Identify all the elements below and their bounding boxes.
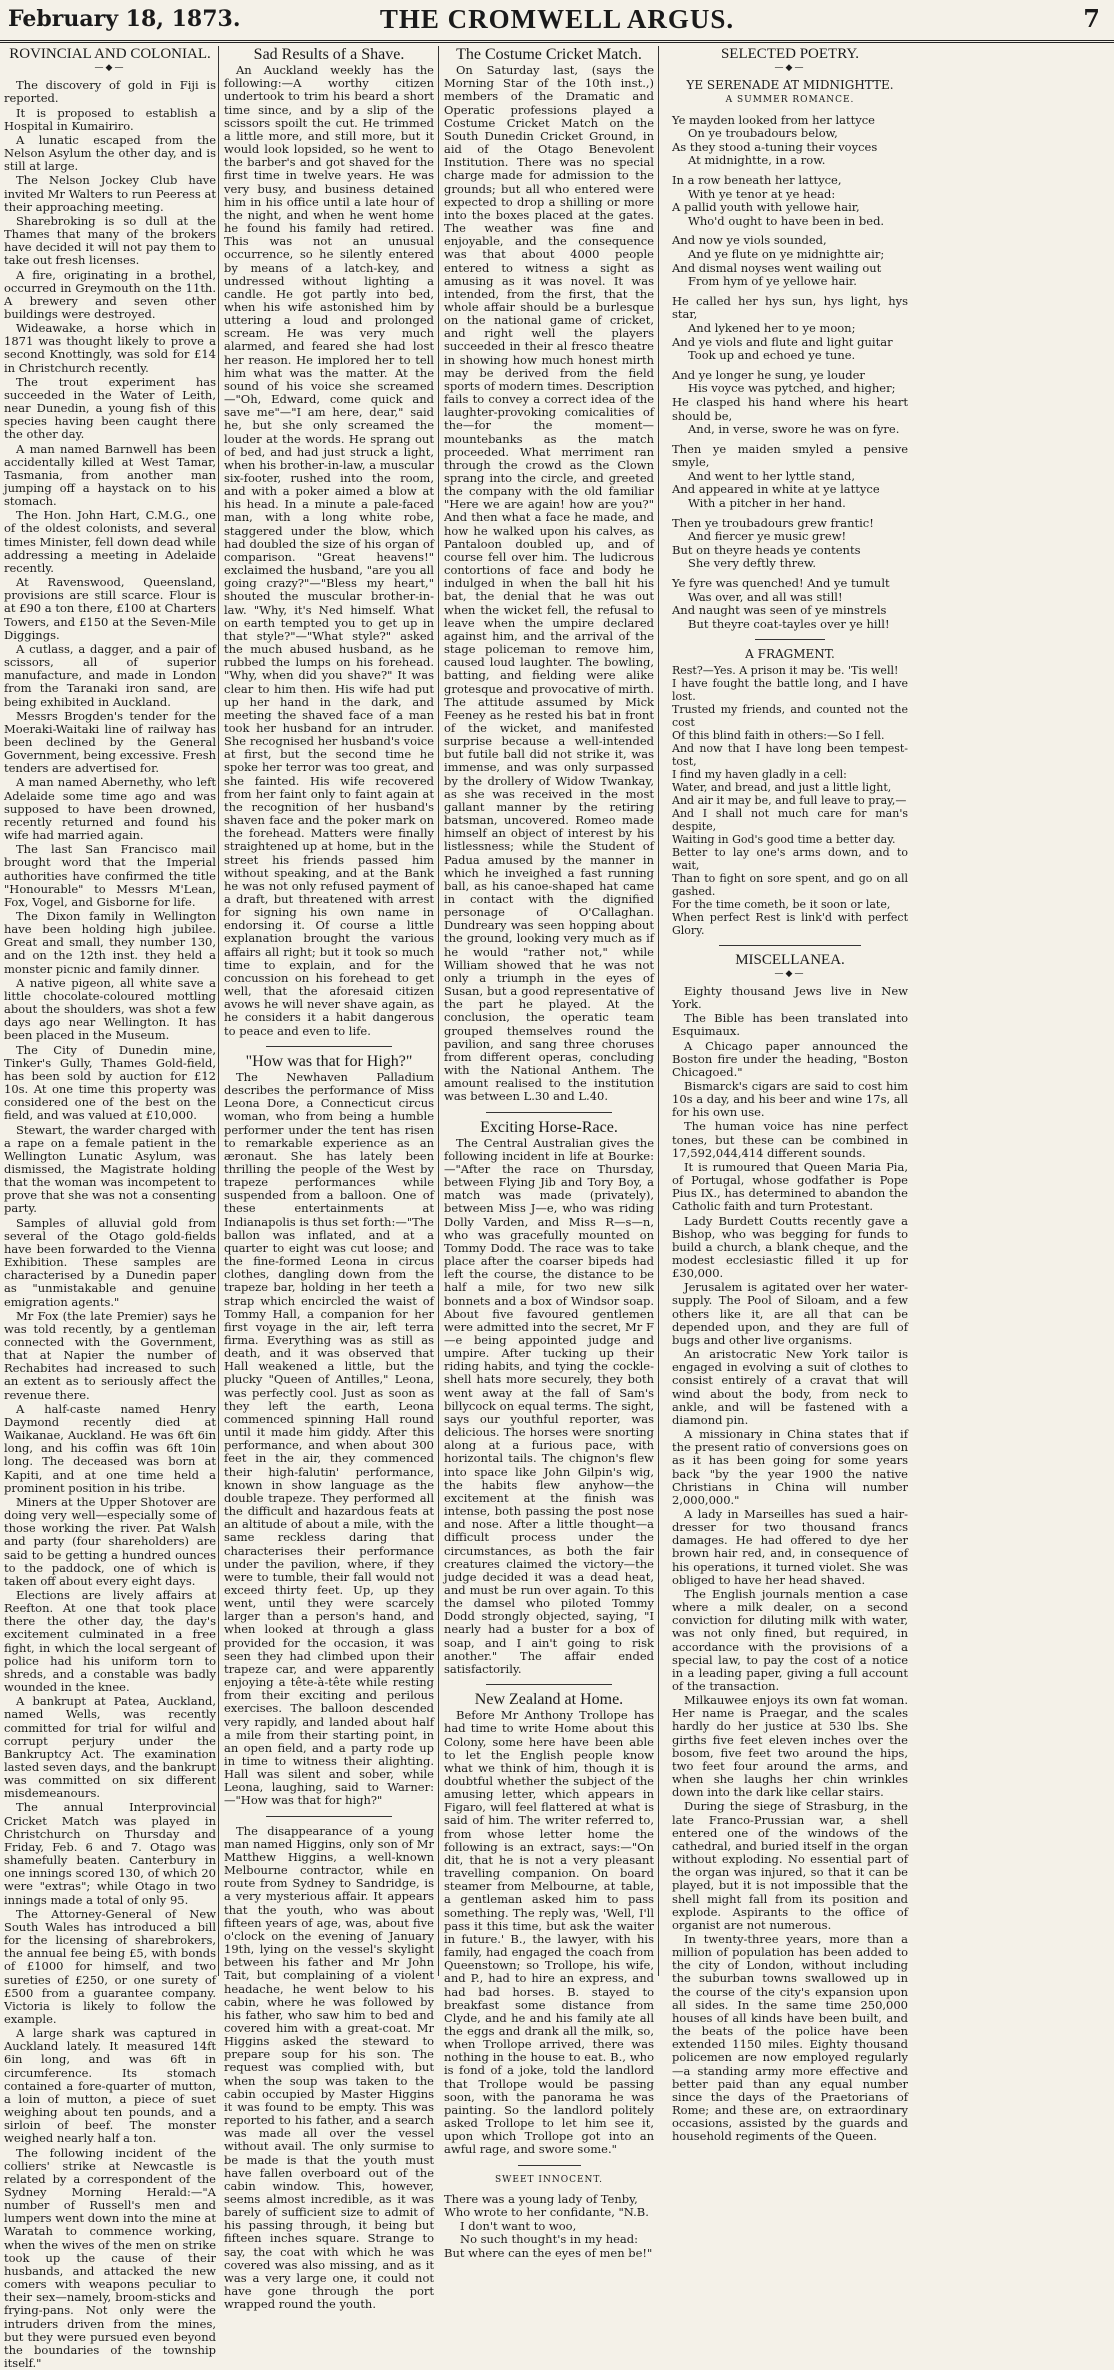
poem-line: And fiercer ye music grew! <box>688 529 847 544</box>
news-item: A large shark was captured in Auckland lately. It measured 14ft 6in long, and was 6ft in circumference. Its stomach contained a fore-quarter of mutton, a loin of mutton, a piece of suet weighing about ten pounds, and a sirloin of beef. The monster weighed nearly half a ton. <box>4 2026 216 2146</box>
story-higgins <box>224 1825 434 2312</box>
poem-line: There was a young lady of Tenby, <box>444 2191 638 2206</box>
poem-subtitle: A SUMMER ROMANCE. <box>725 95 855 106</box>
poem-serenade <box>672 114 908 632</box>
poem-line: Than to fight on sore spent, and go on all gashed. <box>672 871 908 898</box>
poem-line: From hym of ye yellowe hair. <box>688 274 857 289</box>
poem-line: In a row beneath her lattyce, <box>672 173 842 187</box>
news-item: The following incident of the colliers' strike at Newcastle is related by a correspondent of the Sydney Morning Herald:—"A number of Russell's men and lumpers went down into the mine at Waratah to commence working, when the wives of the men on strike took up the cause of their husbands, and attacked the new comers with weapons peculiar to their sex—namely, broom-sticks and frying-pans. Not only were the intruders driven from the mines, but they were pursued even beyond the boundaries of the township itself." <box>4 2145 216 2370</box>
column-cricket <box>444 46 655 2261</box>
poem-line: Who wrote to her confidante, "N.B. <box>444 2205 649 2220</box>
poem-line: And went to her lyttle stand, <box>688 468 855 483</box>
poem-line: And, in verse, swore he was on fyre. <box>688 422 900 437</box>
poem-stanza <box>672 577 908 631</box>
news-item: The Nelson Jockey Club have invited Mr Walters to run Peeress at their approaching meeting. <box>4 173 216 214</box>
poem-line: And ye flute on ye midnightte air; <box>688 246 885 261</box>
column-stories <box>224 46 434 2312</box>
poem-stanza <box>672 517 908 571</box>
miscellanea-item: Eighty thousand Jews live in New York. <box>672 983 908 1012</box>
poem-line: And air it may be, and full leave to pray,— <box>672 793 907 807</box>
news-item: The discovery of gold in Fiji is reported. <box>4 78 216 106</box>
divider <box>266 1046 392 1047</box>
poem-line: When perfect Rest is link'd with perfect Glory. <box>672 910 908 937</box>
news-item: A fire, originating in a brothel, occurred in Greymouth on the 11th. A brewery and seven other buildings were destroyed. <box>4 267 216 321</box>
news-item: A native pigeon, all white save a little chocolate-coloured mottling about the shoulders, was shot a few days ago near Wellington. It has been placed in the Museum. <box>4 975 216 1043</box>
miscellanea-item: A lady in Marseilles has sued a hair-dresser for two thousand francs damages. He had offered to dye her brown hair red, and, in consequence of his operations, it turned violet. She was obliged to have her head shaved. <box>672 1506 908 1587</box>
news-item: A cutlass, a dagger, and a pair of scissors, all of superior manufacture, and made in London from the Taranaki iron sand, are being exhibited in Auckland. <box>4 641 216 709</box>
heading-new-zealand: New Zealand at Home. <box>474 1691 624 1709</box>
miscellanea-item: Milkauwee enjoys its own fat woman. Her name is Praegar, and the scales hardly do her justice at 530 lbs. She girths five feet eleven inches over the bosom, five feet two around the hips, two feet four around the arms, and when she laughs her chin wrinkles down into the dark like cellar stairs. <box>672 1693 908 1800</box>
issue-date: February 18, 1873. <box>8 6 241 32</box>
poem-stanza <box>672 369 908 437</box>
miscellanea-item: In twenty-three years, more than a million of population has been added to the city of London, without including the suburban towns swallowed up in the course of the city's expansion upon all sides. In the same time 250,000 houses of all kinds have been built, and the beats of the police have been extended 1150 miles. Eighty thousand policemen are now employed regularly—a standing army more effective and better paid than any equal number since the days of the Praetorians of Rome; and these are, on extraordinary occasions, assisted by the guards and household regiments of the Queen. <box>672 1931 908 2144</box>
newspaper-title: THE CROMWELL ARGUS. <box>379 4 735 34</box>
column-rule <box>658 46 659 1976</box>
miscellanea-item: Bismarck's cigars are said to cost him 10s a day, and his beer and wine 17s, all for his own use. <box>672 1078 908 1120</box>
poem-line: At midnightte, in a row. <box>688 153 826 168</box>
divider <box>266 1816 392 1817</box>
news-item: A lunatic escaped from the Nelson Asylum the other day, and is still at large. <box>4 132 216 174</box>
miscellanea-item: The human voice has nine perfect tones, but these can be combined in 17,592,044,414 different sounds. <box>672 1119 908 1160</box>
heading-selected-poetry: SELECTED POETRY. <box>720 46 860 62</box>
poem-line: Then ye maiden smyled a pensive smyle, <box>672 441 908 470</box>
poem-line: Was over, and all was still! <box>688 589 843 604</box>
miscellanea-item: A missionary in China states that if the present ratio of conversions goes on as it has been going for some years back "by the year 1900 the native Christians in China will number 2,000,000." <box>672 1427 908 1507</box>
poem-stanza <box>672 234 908 288</box>
story-paragraph: Before Mr Anthony Trollope has had time to write Home about this Colony, some here have been able to let the English people know what we think of him, though it is doubtful whether the subject of the amusing letter, which appears in Figaro, will feel flattered at what is said of him. The writer referred to, from whose letter home the following is an extract, says:—"On dit, that he is not a very pleasant travelling companion. On board steamer from Melbourne, at table, a gentleman asked him to pass something. The reply was, 'Well, I'll pass it this time, but ask the waiter in future.' B., the lawyer, with his family, had engaged the coach from Queenstown; so Trollope, his wife, and P., had to hire an express, and had bad horses. B. stayed to breakfast some distance from Clyde, and he and his family ate all the eggs and drank all the milk, so, when Trollope arrived, there was nothing in the house to eat. B., who is fond of a joke, told the landlord that Trollope would be passing soon, with the panorama he was painting. So the landlord politely asked Trollope to let him see it, upon which Trollope got into an awful rage, and swore some." <box>444 1708 654 2157</box>
poem-sweet-innocent <box>444 2193 654 2261</box>
story-paragraph: The Newhaven Palladium describes the performance of Miss Leona Dore, a Connecticut circus woman, who from being a humble performer under the tent has risen to remarkable experience as an æronaut. She has lately been thrilling the people of the West by trapeze performances while suspended from a balloon. One of these entertainments at Indianapolis is thus set forth:—"The ballon was inflated, and at a quarter to eight was cut loose; and the fine-formed Leona in circus clothes, dangling down from the trapeze bar, holding in her teeth a strap which encircled the waist of Tommy Hall, a companion for her first voyage in the air, left terra firma. Everything was as still as death, and it was observed that Hall weakened a little, but the plucky "Queen of Antilles," Leona, was perfectly cool. Just as soon as they left the earth, Leona commenced spinning Hall round until it made him giddy. After this performance, and when about 300 feet in the air, they commenced their high-falutin' performance, known in show language as the double trapeze. They performed all the difficult and hazardous feats at an altitude of about a mile, with the same reckless daring that characterises their performance under the pavilion, where, if they were to tumble, their fall would not exceed thirty feet. Up, up they went, until they were scarcely larger than a person's hand, and when looked at through a glass provided for the occasion, it was seen they had climbed upon their trapeze car, and were apparently enjoying a tête-à-tête while resting from their exciting and perilous exercises. The balloon descended very rapidly, and landed about half a mile from their starting point, in an open field, and a party rode up in time to witness their alighting. Hall was silent and sober, while Leona, laughing, said to Warner:—"How was that for high?" <box>224 1069 434 1808</box>
heading-fragment: A FRAGMENT. <box>745 647 835 662</box>
poem-line: And I shall not much care for man's despite, <box>672 806 908 833</box>
news-item: The Attorney-General of New South Wales has introduced a bill for the licensing of sharebrokers, the annual fee being £5, with bonds of £1000 for himself, and two sureties of £250, or one surety of £500 from a guarantee company. Victoria is likely to follow the example. <box>4 1906 216 2026</box>
poem-line: And ye viols and flute and light guitar <box>672 334 893 349</box>
poem-line: Ye mayden looked from her lattyce <box>672 112 875 127</box>
poem-line: Waiting in God's good time a better day. <box>672 832 896 846</box>
poem-line: And ye longer he sung, ye louder <box>672 367 865 382</box>
heading-sad-results: Sad Results of a Shave. <box>253 46 405 63</box>
poem-line: Took up and echoed ye tune. <box>688 348 856 363</box>
miscellanea-item: During the siege of Strasburg, in the late Franco-Prussian war, a shell entered one of the windows of the cathedral, and buried itself in the organ without exploding. No essential part of the organ was injured, so that it can be played, but it is not impossible that the shell might fall from its position and explode. Aspirants to the office of organist are not numerous. <box>672 1799 908 1932</box>
poem-line: Ye fyre was quenched! And ye tumult <box>672 576 890 591</box>
poem-line: He clasped his hand where his heart should be, <box>672 394 908 423</box>
poem-stanza <box>672 443 908 511</box>
news-item: A half-caste named Henry Daymond recently died at Waikanae, Auckland. He was 6ft 6in long, and his coffin was 6ft 10in long. The deceased was born at Kapiti, and at one time held a prominent position in his tribe. <box>4 1401 216 1495</box>
poem-line: I have fought the battle long, and I have lost. <box>672 676 908 703</box>
news-item: The trout experiment has succeeded in the Water of Leith, near Dunedin, a young fish of this species having been caught there the other day. <box>4 374 216 442</box>
story-sad-results <box>224 64 434 1038</box>
heading-costume-cricket: The Costume Cricket Match. <box>456 46 642 63</box>
news-item: Sharebroking is so dull at the Thames that many of the brokers have decided it will not pay them to take out fresh licenses. <box>4 213 216 268</box>
poem-line: But theyre coat-tayles over ye hill! <box>688 616 890 631</box>
poem-line: And naught was seen of ye minstrels <box>672 603 887 618</box>
heading-horse-race: Exciting Horse-Race. <box>480 1118 618 1136</box>
news-item: Messrs Brogden's tender for the Moeraki-Waitaki line of railway has been declined by the General Government, being excessive. Fresh tenders are advertised for. <box>4 708 216 776</box>
divider <box>719 945 861 946</box>
poem-line: Who'd ought to have been in bed. <box>688 213 885 228</box>
heading-miscellanea: MISCELLANEA. <box>735 951 845 968</box>
divider <box>518 2165 581 2166</box>
divider <box>486 1684 612 1685</box>
poem-line: And appeared in white at ye lattyce <box>672 482 880 497</box>
miscellanea-item: An aristocratic New York tailor is engaged in evolving a suit of clothes to consist entirely of a cravat that will wind about the body, from neck to ankle, and will be fastened with a diamond pin. <box>672 1347 908 1427</box>
miscellanea-item: A Chicago paper announced the Boston fire under the heading, "Boston Chicagoed." <box>672 1038 908 1079</box>
poem-line: On ye troubadours below, <box>688 126 838 141</box>
column-rule <box>218 46 219 1976</box>
poem-line: Better to lay one's arms down, and to wait, <box>672 845 908 872</box>
poem-title-sweet-innocent: SWEET INNOCENT. <box>495 2174 603 2185</box>
story-paragraph: An Auckland weekly has the following:—A worthy citizen undertook to trim his beard a short time since, and by a slip of the scissors spoilt the cut. He trimmed a little more, and still more, but it would look lopsided, so he went to the barber's and got shaved for the first time in twelve years. He was very busy, and business detained him in his office until a late hour of the night, and when he went home he found his family had retired. This was not an unusual occurrence, so he silently entered by means of a latch-key, and undressed without lighting a candle. He got partly into bed, when his wife astonished him by uttering a loud and prolonged scream. He was very much alarmed, and feared she had lost her reason. He implored her to tell him what was the matter. At the sound of his voice she screamed—"Oh, Edward, come quick and save me"—"I am here, dear," said he, but she only screamed the louder at the words. He sprang out of bed, and had just struck a light, when his brother-in-law, a muscular six-footer, rushed into the room, and with a poker aimed a blow at his head. In a minute a pale-faced man, with a long white robe, staggered under the blow, which had doubled the size of his organ of comparison. "Great heavens!" exclaimed the husband, "are you all going crazy?"—"Bless my heart," shouted the muscular brother-in-law. "Why, it's Ned himself. What on earth tempted you to get up in that style?"—"What style?" asked the much abused husband, as he rubbed the lumps on his forehead. "Why, when did you shave?" It was clear to him then. His wife had put up her hand in the dark, and meeting the shaved face of a man took her husband for an intruder. She recognised her husband's voice at first, but the second time he spoke her terror was too great, and she fainted. His wife recovered from her faint only to faint again at the recognition of her husband's shaven face and the poker mark on the forehead. Matters were finally straightened up at home, but in the street his friends passed him without speaking, and at the Bank he was not only refused payment of a draft, but threatened with arrest for signing his own name in endorsing it. Of course a little explanation brought the various affairs all right; but it took so much time to explain, and for the concussion on his forehead to get well, that the aforesaid citizen avows he will never shave again, as he considers it a habit dangerous to peace and even to life. <box>224 63 434 1038</box>
poem-line: I don't want to woo, <box>460 2218 577 2233</box>
masthead <box>0 0 1114 43</box>
story-how-high <box>224 1071 434 1808</box>
news-item: Mr Fox (the late Premier) says he was told recently, by a gentleman connected with the Government, that at Napier the number of Rechabites had increased to such an extent as to seriously affect the revenue there. <box>4 1308 216 1402</box>
news-item: Miners at the Upper Shotover are doing very well—especially some of those working the river. Pat Walsh and party (four shareholders) are said to be getting a hundred ounces to the paddock, one of which is taken off about every eight days. <box>4 1494 216 1588</box>
miscellanea-item: The Bible has been translated into Esquimaux. <box>672 1011 908 1039</box>
news-item: Stewart, the warder charged with a rape on a female patient in the Wellington Lunatic Asylum, was dismissed, the Magistrate holding that the woman was incompetent to prove that she was not a consenting party. <box>4 1122 216 1216</box>
news-item: The annual Interprovincial Cricket Match was played in Christchurch on Thursday and Friday, Feb. 6 and 7. Otago was shamefully beaten. Canterbury in one innings scored 130, of which 20 were "extras"; while Otago in two innings made a total of only 95. <box>4 1800 216 1907</box>
poem-line: No such thought's in my head: <box>460 2232 639 2247</box>
page-number: 7 <box>1083 4 1100 33</box>
poem-line: But on theyre heads ye contents <box>672 542 861 557</box>
poem-stanza <box>672 174 908 228</box>
poem-line: He called her hys sun, hys light, hys star, <box>672 293 908 322</box>
news-item: Elections are lively affairs at Reefton. At one that took place there the other day, the day's excitement culminated in a free fight, in which the local sergeant of police had his uniform torn to shreds, and a constable was badly wounded in the knee. <box>4 1587 216 1695</box>
news-item: Wideawake, a horse which in 1871 was thought likely to prove a second Knottingly, was sold for £14 in Christchurch recently. <box>4 321 216 375</box>
provincial-items <box>4 79 216 2370</box>
poem-stanza <box>672 295 908 363</box>
news-item: The City of Dunedin mine, Tinker's Gully, Thames Gold-field, has been sold by auction for £12 10s. At one time this property was considered one of the best on the field, and was valued at £10,000. <box>4 1042 216 1123</box>
poem-line: And now ye viols sounded, <box>672 233 827 248</box>
poem-line: As they stood a-tuning their voyces <box>672 139 878 154</box>
miscellanea-item: Lady Burdett Coutts recently gave a Bishop, who was begging for funds to build a church, a blank cheque, and the modest ecclesiastic filled it up for £30,000. <box>672 1213 908 1281</box>
divider <box>755 639 826 640</box>
ornament-divider: —◆— <box>774 63 806 74</box>
divider <box>486 1112 612 1113</box>
news-item: A man named Abernethy, who left Adelaide some time ago and was supposed to have been drowned, recently returned and found his wife had married again. <box>4 775 216 843</box>
section-heading-provincial: ROVINCIAL AND COLONIAL. <box>9 46 211 62</box>
poem-line: She very deftly threw. <box>688 556 817 571</box>
story-paragraph: The Central Australian gives the following incident in life at Bourke:—"After the race on Thursday, between Flying Jib and Tory Boy, a match was made (privately), between Miss J—e, who was riding Dolly Varden, and Miss R—s—n, who was gracefully mounted on Tommy Dodd. The race was to take place after the coarser bipeds had left the course, the distance to be half a mile, for two new silk bonnets and a box of Windsor soap. About five favoured gentlemen were admitted into the secret, Mr F—e being appointed judge and umpire. After tucking up their riding habits, and tying the cockle-shell hats more securely, they both went away at the fall of Sam's billycock on equal terms. The sight, says our youthful reporter, was delicious. The horses were snorting along at a furious pace, with horizontal tails. The chignon's flew into space like John Gilpin's wig, the habits flew anyhow—the excitement at the finish was intense, both passing the post nose and nose. After a little thought—a difficult process under the circumstances, as both the fair creatures claimed the victory—the judge decided it was a dead heat, and must be run over again. To this the damsel who piloted Tommy Dodd strongly objected, saying, "I nearly had a buster for a box of soap, and I ain't going to risk another." The affair ended satisfactorily. <box>444 1135 654 1676</box>
column-poetry <box>664 46 1104 2144</box>
miscellanea-item: It is rumoured that Queen Maria Pia, of Portugal, whose godfather is Pope Pius IX., has determined to abandon the Catholic faith and turn Protestant. <box>672 1159 908 1214</box>
column-rule <box>438 46 439 1976</box>
poem-fragment <box>672 664 908 937</box>
poem-line: Water, and bread, and just a little light, <box>672 780 892 794</box>
poem-line: And lykened her to ye moon; <box>688 320 856 335</box>
ornament-divider: —◆— <box>774 968 806 979</box>
news-item: Samples of alluvial gold from several of the Otago gold-fields have been forwarded to the Vienna Exhibition. These samples are characterised by a Dunedin paper as "unmistakable and genuine emigration agents." <box>4 1215 216 1309</box>
poem-line: Then ye troubadours grew frantic! <box>672 515 874 530</box>
poem-line: But where can the eyes of men be!" <box>444 2246 653 2261</box>
poem-line: A pallid youth with yellowe hair, <box>672 200 860 215</box>
news-item: A man named Barnwell has been accidentally killed at West Tamar, Tasmania, from another man jumping off a haystack on to his stomach. <box>4 441 216 509</box>
poem-line: And dismal noyses went wailing out <box>672 260 882 275</box>
story-costume-cricket <box>444 64 654 1103</box>
story-paragraph: The disappearance of a young man named Higgins, only son of Mr Matthew Higgins, a well-known Melbourne contractor, while en route from Sydney to Sandridge, is a very mysterious affair. It appears that the youth, who was about fifteen years of age, was, about five o'clock on the evening of January 19th, lying on the vessel's skylight between his father and Mr John Tait, but complaining of a violent headache, he went below to his cabin, where he was followed by his father, who saw him to bed and covered him with a great-coat. Mr Higgins asked the steward to prepare soup for his son. The request was complied with, but when the soup was taken to the cabin occupied by Master Higgins it was found to be empty. This was reported to his father, and a search was made all over the vessel without avail. The only surmise to be made is that the youth must have fallen overboard out of the cabin window. This, however, seems almost incredible, as it was barely of sufficient size to admit of his passing through, it being but fifteen inches square. Strange to say, the coat with which he was covered was also missing, and as it was a very large one, it could not have gone through the port wrapped round the youth. <box>224 1823 434 2312</box>
poem-line: And now that I have long been tempest-tost, <box>672 741 908 768</box>
miscellanea-item: Jerusalem is agitated over her water-supply. The Pool of Siloam, and a few others like it, are all that can be depended upon, and they are full of bugs and other live organisms. <box>672 1280 908 1347</box>
poem-line: His voyce was pytched, and higher; <box>688 381 896 396</box>
news-item: The Dixon family in Wellington have been holding high jubilee. Great and small, they number 130, and on the 12th inst. they held a monster picnic and family dinner. <box>4 909 216 976</box>
news-item: The last San Francisco mail brought word that the Imperial authorities have confirmed the title "Honourable" to Messrs M'Lean, Fox, Vogel, and Gisborne for life. <box>4 842 216 909</box>
column-provincial <box>4 46 216 2370</box>
poem-line: Trusted my friends, and counted not the cost <box>672 702 908 729</box>
poem-line: With a pitcher in her hand. <box>688 496 846 511</box>
poem-stanza <box>672 114 908 168</box>
poem-line: With ye tenor at ye head: <box>688 186 836 201</box>
ornament-divider: —◆— <box>94 63 126 74</box>
poem-line: For the time cometh, be it soon or late, <box>672 897 891 911</box>
story-new-zealand <box>444 1709 654 2156</box>
miscellanea-items <box>672 985 908 2144</box>
news-item: It is proposed to establish a Hospital in Kumairiro. <box>4 105 216 133</box>
poem-line: Rest?—Yes. A prison it may be. 'Tis well! <box>672 663 899 677</box>
news-item: At Ravenswood, Queensland, provisions are still scarce. Flour is at £90 a ton there, £100 at Charters Towers, and £150 at the Seven-Mile Diggings. <box>4 575 216 642</box>
miscellanea-item: The English journals mention a case where a milk dealer, on a second conviction for diluting milk with water, was not only fined, but required, in accordance with the provisions of a special law, to pay the cost of a notice in a leading paper, giving a full account of the transaction. <box>672 1586 908 1693</box>
poem-line: Of this blind faith in others:—So I fell. <box>672 728 885 742</box>
news-item: A bankrupt at Patea, Auckland, named Wells, was recently committed for trial for wilful and corrupt perjury under the Bankruptcy Act. The examination lasted seven days, and the bankrupt was committed on six different misdemeanours. <box>4 1694 216 1801</box>
story-paragraph: On Saturday last, (says the Morning Star of the 10th inst.,) members of the Dramatic and Operatic professions played a Costume Cricket Match on the South Dunedin Cricket Ground, in aid of the Otago Benevolent Institution. There was no special charge made for admission to the grounds; but all who entered were expected to drop a shilling or more into the boxes placed at the gates. The weather was fine and enjoyable, and the consequence was that about 4000 people entered to witness a sight as amusing as it was novel. It was intended, from the first, that the whole affair should be a burlesque on the national game of cricket, and right well the players succeeded in their al fresco theatre in showing how much honest mirth may be derived from the field sports of modern times. Description fails to convey a correct idea of the laughter-provoking comicalities of the—for the moment—mountebanks as the match proceeded. What merriment ran through the crowd as the Clown sprang into the circle, and greeted the company with the old familiar "Here we are again! how are you?" And then what a face he made, and how he walked upon his calves, as Pantaloon doubled up, and of course fell over him. The ludicrous contortions of face and body he indulged in when the ball hit his bat, the denial that he was out when the wicket fell, the refusal to leave when the umpire declared against him, and the arrival of the stage policeman to remove him, caused loud laughter. The bowling, batting, and fielding were alike grotesque and provocative of mirth. The attitude assumed by Mick Feeney as he rested his bat in front of the wicket, and manifested surprise because a well-intended but futile ball did not strike it, was immense, and was only surpassed by the drollery of Widow Twankay, as she was received in the most gallant manner by the retiring batsman, uncovered. Romeo made himself an object of interest by his listlessness; while the Student of Padua amused by the manner in which he inveighed a fast running ball, as his canoe-shaped hat came in contact with the dignified personage of O'Callaghan. Dundreary was seen hopping about the ground, looking very much as if he would "rather not," while William showed that he was not only a triumph in the eyes of Susan, but a good representative of the part he played. At the conclusion, the operatic team grouped themselves round the pavilion, and sang three choruses from different operas, concluding with the National Anthem. The amount realised to the institution was between L.30 and L.40. <box>444 63 655 1104</box>
poem-line: I find my haven gladly in a cell: <box>672 767 847 781</box>
story-horse-race <box>444 1137 654 1676</box>
poem-title-serenade: YE SERENADE AT MIDNIGHTTE. <box>686 78 894 93</box>
heading-how-high: "How was that for High?" <box>245 1052 413 1070</box>
news-item: The Hon. John Hart, C.M.G., one of the oldest colonists, and several times Minister, fell down dead while addressing a meeting in Adelaide recently. <box>4 508 216 575</box>
